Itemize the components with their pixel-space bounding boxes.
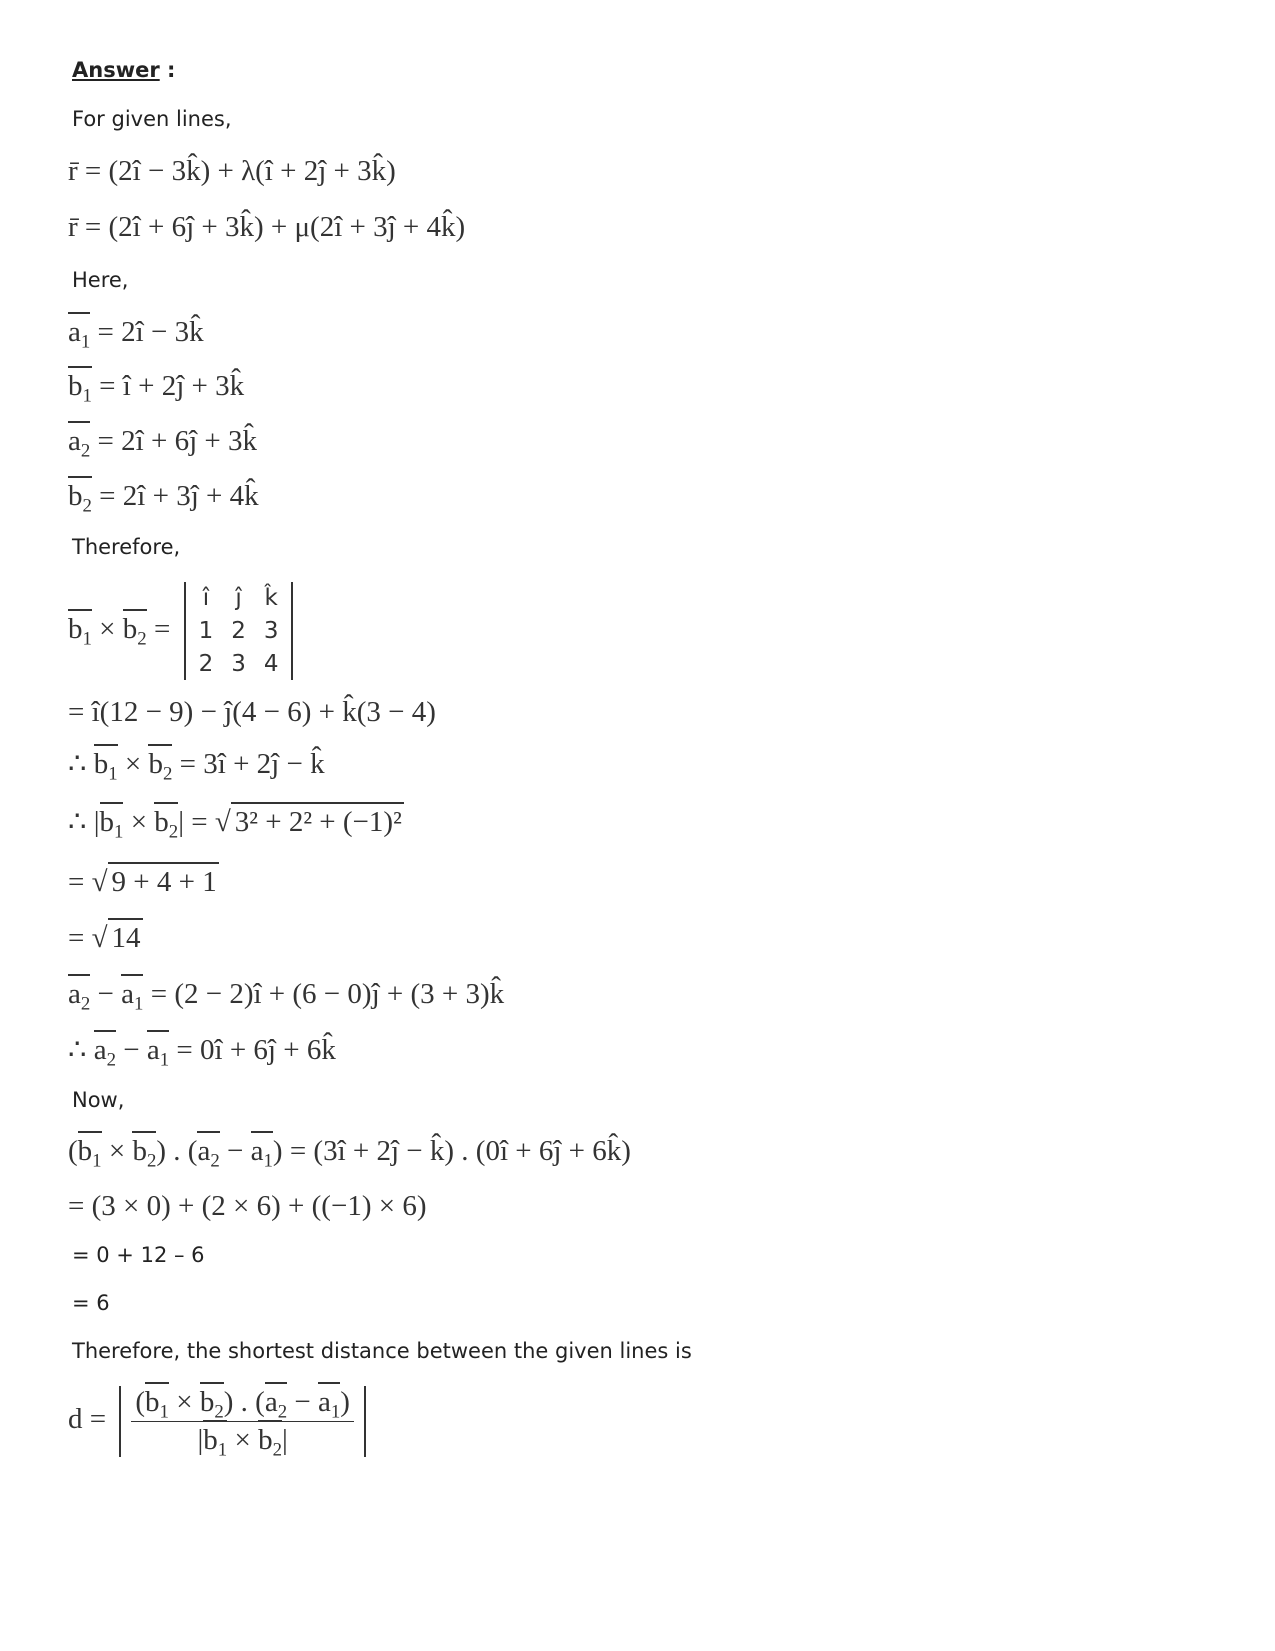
- equation-cross-determinant: $b_1 \times b_2$ = î ĵ k̂ 1 2 3 2 3 4: [68, 582, 293, 680]
- equation-line-1: r̄ = (2î − 3k̂) + λ(î + 2ĵ + 3k̂): [68, 155, 396, 187]
- root1-radicand: 9 + 4 + 1: [108, 862, 219, 898]
- fraction-numerator: $(b_1 \times b_2)$ . $(a_2 - a_1)$: [131, 1388, 354, 1422]
- text-now: Now,: [72, 1088, 125, 1112]
- equation-distance-formula: d = $\frac{(b_1 \times b_2) . (a_2 - a_1)}{|b_1 \times b_2|}$: [68, 1386, 366, 1457]
- text-conclusion: Therefore, the shortest distance between the given lines is: [72, 1339, 692, 1363]
- determinant-matrix: [184, 582, 294, 680]
- det-cell: î: [202, 585, 210, 611]
- det-cell: 3: [263, 617, 279, 644]
- magnitude-radicand: 3² + 2² + (−1)²: [231, 802, 404, 838]
- equation-difference-expanded: $a_2 - a_1 = (2$ − 2)î + (6 − 0)ĵ + (3 + 3)k̂: [68, 980, 504, 1009]
- det-cell: 2: [231, 617, 246, 644]
- text-step-six: = 6: [72, 1291, 110, 1315]
- text-here: Here,: [72, 268, 129, 292]
- text-for-given-lines: For given lines,: [72, 107, 232, 131]
- b1-value: î + 2ĵ + 3k̂: [122, 370, 245, 402]
- text-step-sum: = 0 + 12 – 6: [72, 1243, 205, 1267]
- equation-root-2: = √ 14: [68, 924, 143, 953]
- answer-colon: :: [159, 58, 176, 82]
- equation-b1: $b_1$ = î + 2ĵ + 3k̂: [68, 372, 244, 401]
- cross-result-value: 3î + 2ĵ − k̂: [203, 748, 325, 780]
- det-cell: 2: [198, 650, 214, 677]
- text-therefore-1: Therefore,: [72, 535, 181, 559]
- fraction-denominator: $|b_1 \times b_2|$: [131, 1422, 354, 1455]
- b2-value: 2î + 3ĵ + 4k̂: [122, 480, 259, 512]
- dot-product-rhs: (3î + 2ĵ − k̂) . (0î + 6ĵ + 6k̂): [313, 1135, 631, 1167]
- equation-cross-result: ∴ $b_1 \times b_2$ = 3î + 2ĵ − k̂: [68, 750, 325, 779]
- equation-line-2: r̄ = (2î + 6ĵ + 3k̂) + μ(2î + 3ĵ + 4k̂): [68, 211, 466, 243]
- root2-radicand: 14: [108, 918, 143, 954]
- det-cell: 3: [231, 650, 246, 677]
- equation-b2: $b_2$ = 2î + 3ĵ + 4k̂: [68, 482, 259, 511]
- equation-dot-product: $(b_1 \times b_2)$ . $(a_2 - a_1)$ = (3î + 2ĵ − k̂) . (0î + 6ĵ + 6k̂): [68, 1137, 631, 1166]
- det-cell: ĵ: [235, 585, 242, 611]
- det-cell: 1: [198, 617, 214, 644]
- equation-expansion: = î(12 − 9) − ĵ(4 − 6) + k̂(3 − 4): [68, 696, 436, 728]
- equation-a1: $a_1$ = 2î − 3k̂: [68, 318, 204, 347]
- equation-root-1: = √ 9 + 4 + 1: [68, 868, 219, 897]
- equation-dot-expansion: = (3 × 0) + (2 × 6) + ((−1) × 6): [68, 1190, 427, 1222]
- det-cell: 4: [263, 650, 279, 677]
- equation-magnitude: ∴ $|b_1 \times b_2|$ = √ 3² + 2² + (−1)²: [68, 808, 404, 837]
- difference-result-value: 0î + 6ĵ + 6k̂: [200, 1034, 336, 1066]
- answer-label: Answer: [72, 58, 160, 82]
- equation-difference-result: ∴ $a_2 - a_1$ = 0î + 6ĵ + 6k̂: [68, 1036, 336, 1065]
- answer-heading: [72, 58, 175, 82]
- a2-value: 2î + 6ĵ + 3k̂: [121, 425, 257, 457]
- equation-a2: $a_2$ = 2î + 6ĵ + 3k̂: [68, 427, 257, 456]
- a1-value: 2î − 3k̂: [121, 316, 204, 348]
- det-cell: k̂: [264, 585, 278, 611]
- difference-expanded-value: (2 − 2)î + (6 − 0)ĵ + (3 + 3)k̂: [174, 978, 505, 1010]
- distance-fraction: [119, 1386, 366, 1461]
